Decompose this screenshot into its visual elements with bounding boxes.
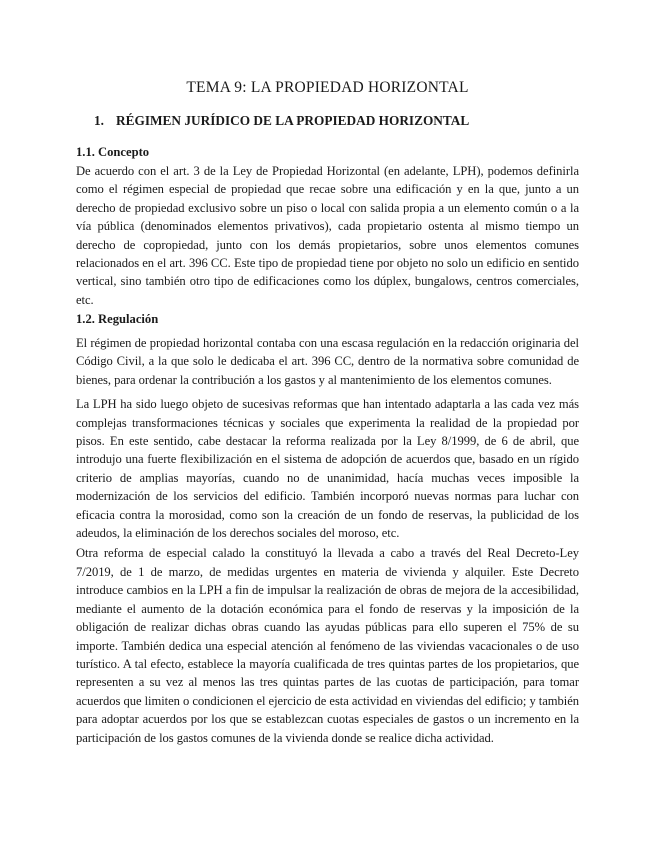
section-number: 1.: [94, 113, 104, 128]
section-heading-text: RÉGIMEN JURÍDICO DE LA PROPIEDAD HORIZONTAL: [116, 113, 470, 128]
paragraph-regulacion-2: La LPH ha sido luego objeto de sucesivas reformas que han intentado adaptarla a las cada vez más complejas transformaciones técnicas y sociales que experimenta la realidad de la propiedad por pisos. En este sentido, cabe destacar la reforma realizada por la Ley 8/1999, de 6 de abril, que introdujo una fuerte flexibilización en el sistema de adopción de acuerdos que, basado en un rígido criterio de amplias mayorías, cuando no de unanimidad, hacía muchas veces imposible la modernización de los servicios del edificio. También incorporó nuevas normas para luchar con eficacia contra la morosidad, como son la creación de un fondo de reservas, la publicidad de los adeudos, la eliminación de los derechos sociales del moroso, etc.: [76, 397, 579, 541]
paragraph-regulacion-1: El régimen de propiedad horizontal contaba con una escasa regulación en la redacción originaria del Código Civil, a la que solo le dedicaba el art. 396 CC, dentro de la normativa sobre comunidad de bienes, para ordenar la contribución a los gastos y al mantenimiento de los elementos comunes.: [76, 336, 579, 387]
subsection-heading-regulacion: 1.2. Regulación: [76, 312, 159, 326]
paragraph-concepto: De acuerdo con el art. 3 de la Ley de Propiedad Horizontal (en adelante, LPH), podemos definirla como el régimen especial de propiedad que recae sobre una edificación y en la que, junto a un derecho de propiedad exclusivo sobre un piso o local con salida propia a un elemento común o a la vía pública (denominados elementos privativos), cada propietario ostenta al mismo tiempo un derecho de copropiedad, junto con los demás propietarios, sobre unos elementos comunes relacionados en el art. 396 CC. Este tipo de propiedad tiene por objeto no solo un edificio en sentido vertical, sino también otro tipo de edificaciones como los dúplex, bungalows, centros comerciales, etc.: [76, 164, 579, 307]
subsection-regulacion: [76, 310, 579, 747]
paragraph-regulacion-3: Otra reforma de especial calado la constituyó la llevada a cabo a través del Real Decreto-Ley 7/2019, de 1 de marzo, de medidas urgentes en materia de vivienda y alquiler. Este Decreto introduce cambios en la LPH a fin de impulsar la realización de obras de mejora de la accesibilidad, mediante el aumento de la dotación económica para el fondo de reservas y la imposición de la obligación de realizar dichas obras cuando las ayudas públicas para ello superen el 75% de su importe. También dedica una especial atención al fenómeno de las viviendas vacacionales o de uso turístico. A tal efecto, establece la mayoría cualificada de tres quintas partes de los propietarios, que representen a su vez al menos las tres quintas partes de las cuotas de participación, para tomar acuerdos que limiten o condicionen el ejercicio de esta actividad en viviendas del edificio; y también para adoptar acuerdos por los que se establezcan cuotas especiales de gastos o un incremento en la participación de los gastos comunes de la vivienda donde se realice dicha actividad.: [76, 546, 580, 745]
section-heading: [94, 113, 469, 129]
page-title: TEMA 9: LA PROPIEDAD HORIZONTAL: [186, 79, 469, 96]
subsection-heading-concepto: 1.1. Concepto: [76, 145, 150, 159]
subsection-concepto: [76, 143, 579, 309]
